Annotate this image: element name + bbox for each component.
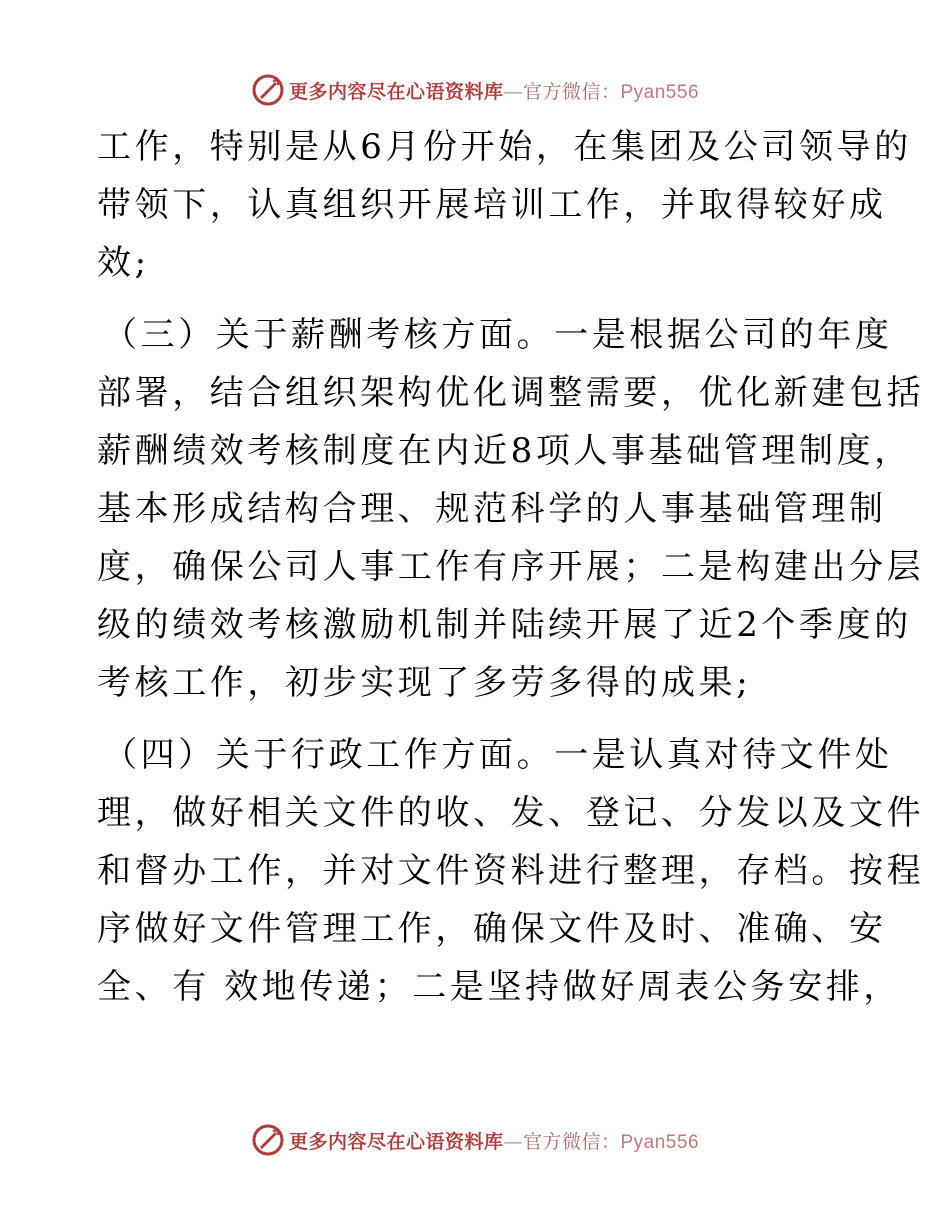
quill-seal-icon	[251, 73, 285, 107]
paragraph	[97, 118, 912, 292]
text-line: 效;	[97, 243, 150, 283]
paragraph	[97, 726, 925, 1016]
header-wechat-label: 官方微信：	[522, 80, 621, 103]
header-separator: —	[503, 80, 523, 103]
text-line: 级的绩效考核激励机制并陆续开展了近2个季度的	[97, 605, 912, 645]
footer-separator: —	[503, 1130, 523, 1153]
text-line: 部署，结合组织架构优化调整需要，优化新建包括	[97, 373, 925, 413]
footer-wechat-id: Pyan556	[620, 1131, 700, 1153]
header-text	[289, 77, 699, 104]
quill-seal-icon	[251, 1123, 285, 1157]
footer-wechat-label: 官方微信：	[522, 1130, 621, 1153]
footer-site-name: 更多内容尽在心语资料库	[288, 1130, 504, 1153]
text-line: 工作，特别是从6月份开始，在集团及公司领导的	[97, 127, 912, 167]
footer-banner	[0, 1120, 950, 1160]
text-line: 全、有 效地传递；二是坚持做好周表公务安排，	[97, 967, 902, 1007]
text-line: 基本形成结构合理、规范科学的人事基础管理制	[97, 489, 887, 529]
header-banner	[0, 70, 950, 110]
text-line: 序做好文件管理工作，确保文件及时、准确、安	[97, 909, 887, 949]
text-line: 和督办工作，并对文件资料进行整理，存档。按程	[97, 851, 925, 891]
paragraph	[97, 306, 925, 712]
text-line: 理，做好相关文件的收、发、登记、分发以及文件	[97, 793, 925, 833]
header-wechat-id: Pyan556	[620, 81, 700, 103]
text-line: 度，确保公司人事工作有序开展；二是构建出分层	[97, 547, 925, 587]
text-line: （四）关于行政工作方面。一是认真对待文件处	[103, 735, 893, 775]
text-line: （三）关于薪酬考核方面。一是根据公司的年度	[103, 315, 893, 355]
text-line: 考核工作，初步实现了多劳多得的成果;	[97, 663, 752, 703]
document-body	[97, 118, 925, 1016]
text-line: 带领下，认真组织开展培训工作，并取得较好成	[97, 185, 887, 225]
header-site-name: 更多内容尽在心语资料库	[288, 80, 504, 103]
text-line: 薪酬绩效考核制度在内近8项人事基础管理制度，	[97, 431, 912, 471]
footer-text	[289, 1127, 699, 1154]
